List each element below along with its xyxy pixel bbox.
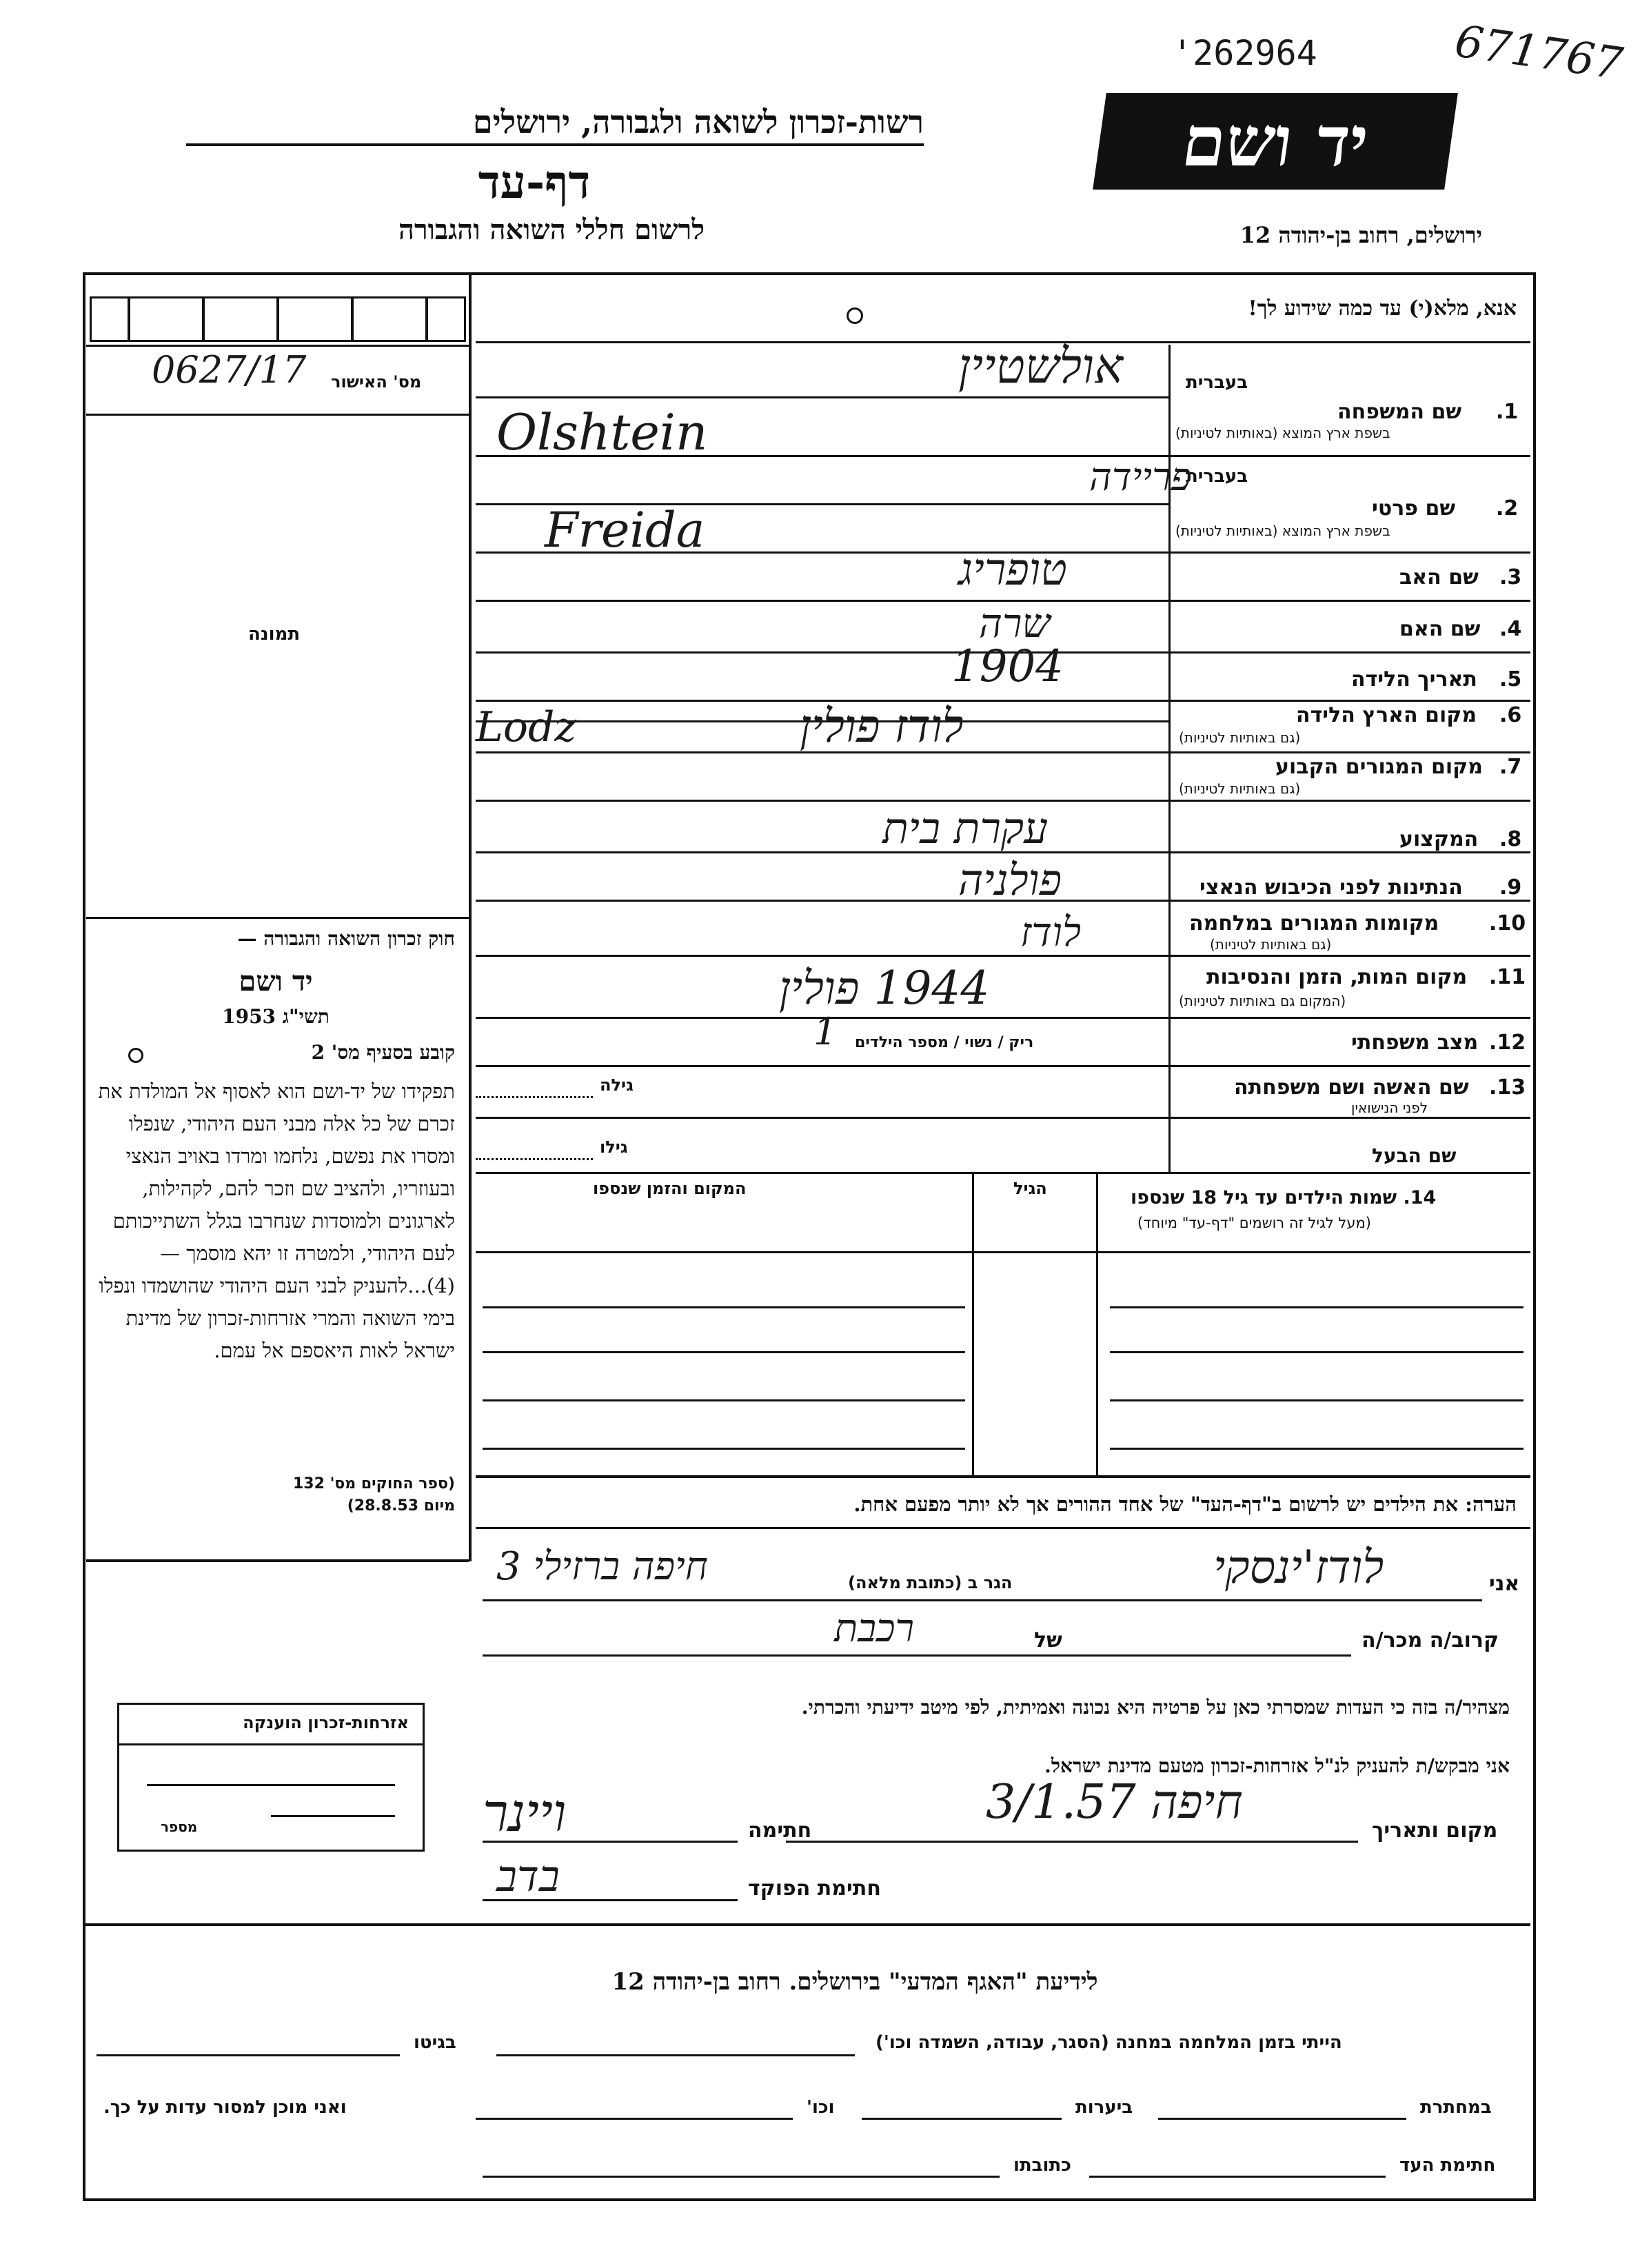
children-bottom-rule bbox=[476, 1475, 1530, 1478]
citizenship-line bbox=[271, 1815, 395, 1817]
field-9-num: 9. bbox=[1499, 875, 1522, 900]
footer-fill bbox=[483, 2176, 1000, 2178]
field-1-label: שם המשפחה bbox=[1337, 400, 1462, 424]
clerk-signature-mark[interactable]: בדב bbox=[496, 1851, 560, 1901]
footer-line1: הייתי בזמן המלחמה במחנה (הסגר, עבודה, השמדה וכו') bbox=[875, 2032, 1342, 2053]
law-footnote-1: (ספר החוקים מס' 132 bbox=[292, 1475, 455, 1492]
stamp-number: '262964 bbox=[1172, 33, 1317, 73]
row-rule bbox=[476, 700, 1530, 702]
sidebar-rule-2 bbox=[86, 414, 469, 416]
field-11-label: מקום המות, הזמן והנסיבות bbox=[1206, 965, 1468, 989]
row-split bbox=[476, 396, 1168, 398]
place-date-line bbox=[786, 1841, 1358, 1843]
citizenship-line bbox=[147, 1784, 395, 1786]
sidebar-rule-3 bbox=[86, 917, 469, 919]
footer-line2c: וכו' bbox=[807, 2097, 835, 2118]
children-row-rule bbox=[1110, 1448, 1523, 1450]
field-3-value[interactable]: טופריג bbox=[958, 545, 1067, 596]
field-5-num: 5. bbox=[1499, 667, 1522, 691]
handwritten-number: 671767 bbox=[1452, 16, 1626, 90]
declarant-line-1 bbox=[483, 1599, 1482, 1601]
signature-label: חתימה bbox=[748, 1819, 812, 1843]
children-col-div-1 bbox=[1096, 1172, 1098, 1475]
col-place-header: המקום והזמן שנספו bbox=[593, 1179, 747, 1198]
row-rule bbox=[476, 800, 1530, 802]
footer-fill bbox=[1158, 2118, 1406, 2120]
row-rule bbox=[476, 1117, 1530, 1119]
age-label-2: גילו bbox=[600, 1137, 628, 1157]
of-label: של bbox=[1034, 1628, 1062, 1652]
footer-fill bbox=[1089, 2176, 1386, 2178]
citizenship-title: אזרחות-זכרון הוענקה bbox=[243, 1713, 409, 1732]
relation-value[interactable]: רכבת bbox=[834, 1606, 915, 1651]
field-2-num: 2. bbox=[1496, 496, 1519, 520]
field-3-num: 3. bbox=[1499, 565, 1522, 589]
footer-line3a: חתימת העד bbox=[1399, 2155, 1496, 2176]
row-rule bbox=[476, 1172, 1530, 1174]
field-1-value-heb[interactable]: אולשטיין bbox=[958, 338, 1124, 394]
citizenship-rule bbox=[119, 1743, 423, 1745]
citizenship-box bbox=[117, 1703, 425, 1852]
children-row-rule bbox=[1110, 1351, 1523, 1353]
note-line: הערה: את הילדים יש לרשום ב"דף-העד" של אחד ההורים אך לא יותר מפעם אחת. bbox=[853, 1492, 1517, 1516]
field-2-value-heb[interactable]: פריידה bbox=[1089, 455, 1191, 500]
header-address: ירושלים, רחוב בן-יהודה 12 bbox=[1239, 222, 1482, 248]
field-12-label: מצב משפחתי bbox=[1351, 1031, 1479, 1055]
bullet-icon-2 bbox=[128, 1048, 143, 1063]
children-col-div-2 bbox=[972, 1172, 974, 1475]
signature-mark[interactable]: ויינר bbox=[483, 1782, 567, 1843]
sidebar-divider bbox=[469, 272, 472, 1561]
row-rule bbox=[476, 751, 1530, 753]
field-7-label: מקום המגורים הקבוע bbox=[1275, 755, 1483, 779]
footer-fill bbox=[97, 2054, 400, 2056]
field-10-num: 10. bbox=[1489, 911, 1526, 935]
law-year: תשי"ג 1953 bbox=[222, 1005, 330, 1028]
sidebar-rule-4 bbox=[86, 1559, 469, 1562]
declarant-name[interactable]: לודז'ינסקי bbox=[1213, 1541, 1384, 1594]
field-8-num: 8. bbox=[1499, 827, 1522, 851]
clerk-line bbox=[483, 1899, 738, 1901]
field-4-label: שם האם bbox=[1399, 617, 1481, 641]
field-9-label: הנתינות לפני הכיבוש הנאצי bbox=[1199, 875, 1463, 900]
children-sub: (מעל לגיל זה רושמים "דף-עד" מיוחד) bbox=[1137, 1215, 1371, 1231]
approval-label: מס' האישור bbox=[331, 372, 422, 392]
field-3-label: שם האב bbox=[1399, 565, 1479, 589]
children-header-rule bbox=[476, 1251, 1530, 1253]
field-13-sub: לפני הנישואין bbox=[1351, 1100, 1428, 1116]
law-clause: קובע בסעיף מס' 2 bbox=[311, 1041, 455, 1064]
law-footnote-2: מיום 28.8.53) bbox=[347, 1497, 455, 1515]
field-6-value[interactable]: לודז פולין bbox=[800, 700, 964, 753]
field-13-num: 13. bbox=[1489, 1075, 1526, 1100]
resides-label: הגר ב (כתובת מלאה) bbox=[848, 1573, 1013, 1592]
field-2-label: שם פרטי bbox=[1372, 496, 1456, 520]
children-label: 14. שמות הילדים עד גיל 18 שנספו bbox=[1131, 1187, 1437, 1208]
field-1-heb-tag: בעברית bbox=[1186, 372, 1248, 393]
footer-line3b: כתובתו bbox=[1013, 2155, 1071, 2176]
field-10-sub: (גם באותיות לטיניות) bbox=[1210, 936, 1332, 953]
declare-text: מצהיר/ה בזה כי העדות שמסרתי כאן על פרטיה היא נכונה ואמיתית, לפי מיטב ידיעתי והכרתי. bbox=[801, 1696, 1510, 1719]
declarant-address[interactable]: חיפה ברזילי 3 bbox=[496, 1544, 708, 1589]
field-2-sub: בשפת ארץ המוצא (באותיות לטיניות) bbox=[1175, 523, 1390, 539]
field-5-value[interactable]: 1904 bbox=[951, 641, 1064, 692]
form-title: דף-עד bbox=[478, 155, 591, 209]
field-9-value[interactable]: פולניה bbox=[958, 855, 1062, 905]
children-row-rule bbox=[483, 1399, 965, 1401]
field-11-num: 11. bbox=[1489, 965, 1526, 989]
footer-line2b: ביערות bbox=[1075, 2097, 1133, 2118]
field-2-heb-tag: בעברית bbox=[1186, 466, 1248, 487]
footer-fill bbox=[496, 2054, 855, 2056]
org-line: רשות-זכרון לשואה ולגבורה, ירושלים bbox=[186, 103, 924, 146]
photo-label: תמונה bbox=[248, 624, 301, 645]
field-1-num: 1. bbox=[1496, 400, 1519, 424]
approval-value: 0627/17 bbox=[152, 348, 307, 392]
yad-vashem-logo bbox=[1093, 93, 1458, 190]
field-7-num: 7. bbox=[1499, 755, 1522, 779]
footer-rule bbox=[83, 1923, 1530, 1926]
field-2-value-lat[interactable]: Freida bbox=[545, 502, 705, 558]
field-6-value-lat[interactable]: Lodz bbox=[476, 703, 576, 751]
footer-line2d: ואני מוכן למסור עדות על כך. bbox=[103, 2097, 347, 2118]
declarant-line-2 bbox=[483, 1654, 1351, 1657]
place-date-label: מקום ותאריך bbox=[1372, 1819, 1498, 1843]
row-rule bbox=[476, 1065, 1530, 1067]
field-4-num: 4. bbox=[1499, 617, 1522, 641]
field-12-value[interactable]: 1 bbox=[813, 1010, 838, 1053]
marital-options: ריק / נשוי / מספר הילדים bbox=[855, 1034, 1034, 1051]
footer-fill bbox=[476, 2118, 793, 2120]
field-10-value[interactable]: לודז bbox=[1020, 909, 1082, 955]
law-title: חוק זכרון השואה והגבורה — bbox=[237, 927, 455, 950]
children-row-rule bbox=[1110, 1399, 1523, 1401]
please-line: אנא, מלא(י) עד כמה שידוע לך! bbox=[1248, 296, 1517, 321]
children-row-rule bbox=[483, 1351, 965, 1353]
field-6-label: מקום הארץ הלידה bbox=[1296, 703, 1477, 727]
husband-label: שם הבעל bbox=[1372, 1144, 1457, 1167]
footer-line1b: בגיטו bbox=[414, 2032, 456, 2053]
field-11-value[interactable]: 1944 פולין bbox=[779, 962, 990, 1015]
footer-fill bbox=[862, 2118, 1062, 2120]
field-10-label: מקומות המגורים במלחמה bbox=[1189, 911, 1439, 935]
age-dots-1 bbox=[476, 1096, 593, 1098]
signature-line bbox=[483, 1841, 738, 1843]
children-row-rule bbox=[1110, 1306, 1523, 1308]
bullet-icon bbox=[847, 307, 863, 324]
row-rule bbox=[476, 955, 1530, 957]
request-text: אני מבקש/ת להעניק לנ"ל אזרחות-זכרון מטעם מדינת ישראל. bbox=[1044, 1754, 1510, 1777]
age-label-1: גילה bbox=[600, 1075, 634, 1095]
row-rule bbox=[476, 1017, 1530, 1019]
field-1-sub: בשפת ארץ המוצא (באותיות לטיניות) bbox=[1175, 425, 1390, 441]
form-subtitle: לרשום חללי השואה והגבורה bbox=[398, 214, 705, 246]
field-5-label: תאריך הלידה bbox=[1351, 667, 1477, 691]
field-1-value-lat[interactable]: Olshtein bbox=[496, 403, 708, 461]
field-8-label: המקצוע bbox=[1399, 827, 1479, 851]
age-dots-2 bbox=[476, 1158, 593, 1160]
clerk-label: חתימת הפוקד bbox=[748, 1876, 881, 1901]
law-text: תפקידו של יד-ושם הוא לאסוף אל המולדת את זכרם של כל אלה מבני העם היהודי, שנפלו ומסרו את נפשם, נלחמו ומרדו באויב הנאצי ובעוזריו, ולהציב שם וזכר להם, לקהילות, לארגונים ולמוסדות שנחרבו בגלל השתייכותם לעם היהודי, ולמטרה זו יהא מוסמך — (4)...להעניק לבני העם היהודי שהושמדו ונפלו בימי השואה והמרי אזרחות-זכרון של מדינת ישראל לאות היאספם אל עמם. bbox=[98, 1080, 455, 1362]
field-7-sub: (גם באותיות לטיניות) bbox=[1179, 780, 1301, 797]
relation-label: קרוב/ה מכר/ה bbox=[1361, 1628, 1499, 1652]
field-4-value[interactable]: שרה bbox=[979, 600, 1051, 647]
law-name: יד ושם bbox=[239, 965, 313, 998]
field-6-sub: (גם באותיות לטיניות) bbox=[1179, 729, 1301, 746]
field-11-sub: (המקום גם באותיות לטיניות) bbox=[1179, 993, 1346, 1009]
col-age-header: הגיל bbox=[1013, 1179, 1047, 1198]
i-label: אני bbox=[1489, 1572, 1520, 1596]
sidebar-rule-1 bbox=[86, 345, 469, 347]
logo-text: יד ושם bbox=[1177, 101, 1374, 182]
citizenship-number-label: מספר bbox=[161, 1819, 198, 1835]
footer-line2a: במחתרת bbox=[1420, 2097, 1492, 2118]
field-8-value[interactable]: עקרת בית bbox=[882, 803, 1049, 853]
children-row-rule bbox=[483, 1448, 965, 1450]
note-rule bbox=[476, 1527, 1530, 1529]
field-12-num: 12. bbox=[1489, 1031, 1526, 1055]
children-row-rule bbox=[483, 1306, 965, 1308]
field-13-label: שם האשה ושם משפחתה bbox=[1234, 1075, 1469, 1100]
sidebar-ticks bbox=[90, 296, 466, 342]
place-date-value[interactable]: חיפה 3/1.57 bbox=[986, 1775, 1243, 1830]
footer-title: לידיעת "האגף המדעי" בירושלים. רחוב בן-יהודה 12 bbox=[611, 1968, 1098, 1996]
field-6-num: 6. bbox=[1499, 703, 1522, 727]
